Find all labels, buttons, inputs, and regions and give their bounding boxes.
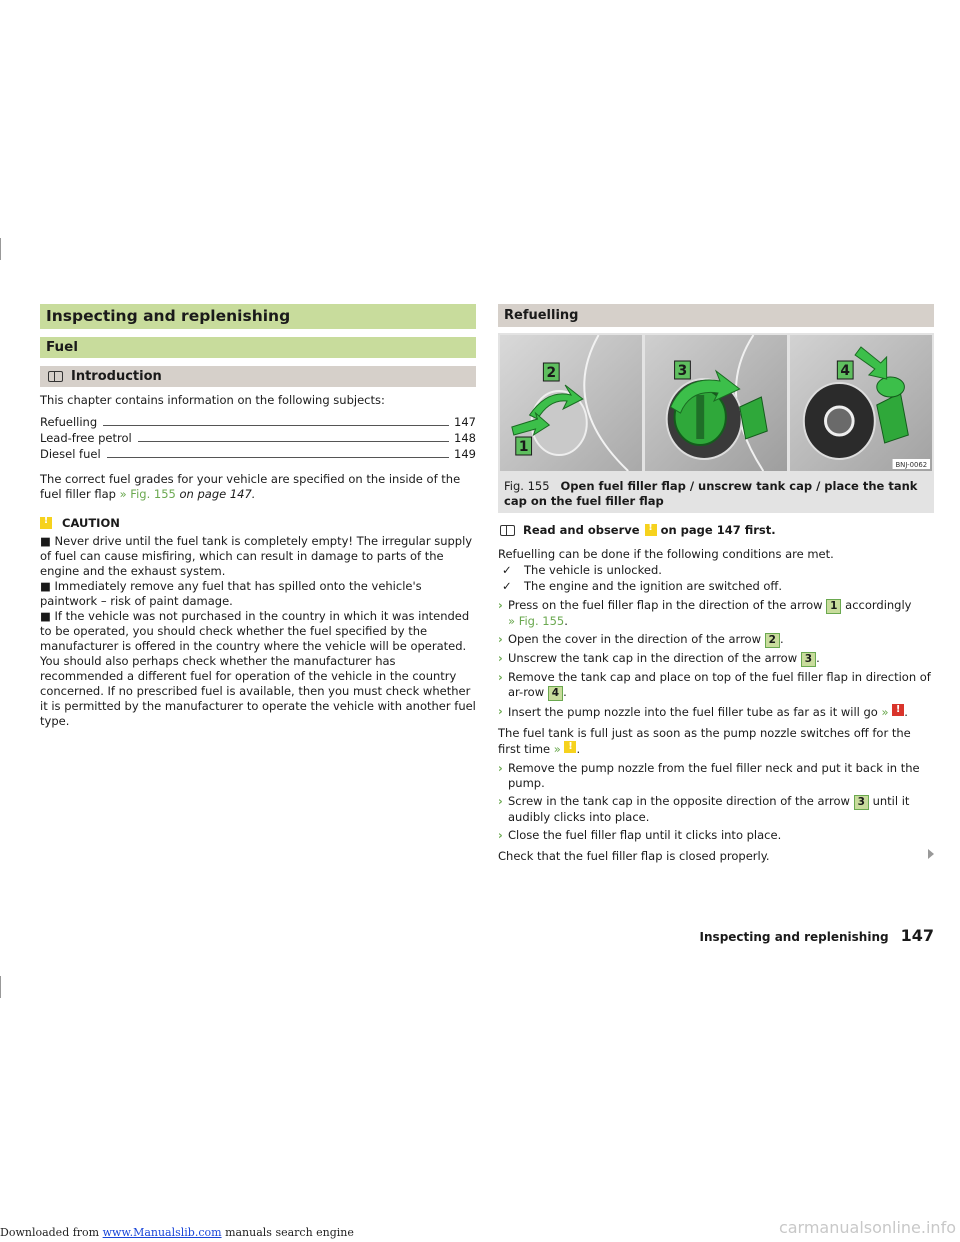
step-arrow-icon: ›	[498, 704, 503, 718]
figure-reference-link[interactable]: » Fig. 155	[508, 614, 565, 628]
arrow-callout-2: 2	[765, 633, 780, 648]
caution-ref-icon[interactable]	[645, 524, 657, 536]
continue-arrow-icon	[928, 849, 934, 859]
caution-item: ■ If the vehicle was not purchased in the country in which it was intended to be operated, you should check whether the fuel specified by the manufacturer is offered in the country where the vehicle will be operated. You should also perhaps check whether the manufacturer has recommended a different fuel for operation of the vehicle in the country concerned. If no prescribed fuel is available, then you must check whether it is permitted by the manufacturer to operate the vehicle with another fuel type.	[40, 609, 476, 728]
left-column	[40, 304, 476, 729]
check-icon: ✓	[502, 579, 512, 593]
section-heading-fuel: Fuel	[40, 337, 476, 358]
toc-label: Refuelling	[40, 415, 98, 429]
figure-caption	[500, 471, 932, 509]
caution-heading: ! CAUTION	[40, 516, 476, 530]
check-flap-text: Check that the fuel filler flap is closed properly.	[498, 849, 770, 863]
steps-list-2	[498, 761, 934, 843]
figure-image	[500, 335, 932, 471]
arrow-callout-4: 4	[548, 686, 563, 701]
arrow-callout-3: 3	[801, 652, 816, 667]
toc-list	[40, 414, 476, 462]
book-icon	[48, 371, 63, 382]
page-number: 147	[900, 926, 934, 945]
fuel-flap-open-illustration	[500, 335, 642, 471]
fuel-grade-text: The correct fuel grades for your vehicle are specified on the inside of the fuel filler flap » Fig. 155 on page 147.	[40, 472, 461, 501]
caution-item: ■ Never drive until the fuel tank is completely empty! The irregular supply of fuel can cause misfiring, which can result in damage to parts of the engine and the exhaust system.	[40, 534, 473, 578]
step-arrow-icon: ›	[498, 828, 503, 842]
figure-reference-link[interactable]: » Fig. 155	[119, 487, 176, 501]
toc-page: 148	[454, 431, 476, 445]
step-item: › Unscrew the tank cap in the direction of the arrow 3 .	[498, 651, 820, 665]
step-item: › Screw in the tank cap in the opposite direction of the arrow 3 until it audibly clicks into place.	[498, 794, 910, 824]
intro-text: This chapter contains information on the following subjects:	[40, 393, 385, 407]
conditions-intro: Refuelling can be done if the following conditions are met.	[498, 547, 834, 561]
unscrew-cap-illustration	[645, 335, 787, 471]
toc-page: 149	[454, 447, 476, 461]
toc-entry[interactable]	[40, 430, 476, 446]
figure-code: BNJ-0062	[895, 460, 928, 470]
watermark: carmanualsonline.info	[778, 1218, 956, 1237]
caution-reference-link[interactable]: »	[553, 742, 561, 756]
full-tank-text: The fuel tank is full just as soon as the pump nozzle switches off for the first time » ! .	[498, 726, 934, 757]
step-arrow-icon: ›	[498, 598, 503, 612]
caution-icon	[40, 517, 52, 529]
list-item: ✓ The engine and the ignition are switched off.	[498, 578, 934, 594]
list-item: ✓ The vehicle is unlocked.	[498, 562, 934, 578]
step-arrow-icon: ›	[498, 794, 503, 808]
warning-reference-link[interactable]: »	[881, 705, 889, 719]
figure-caption-text: Open fuel filler flap / unscrew tank cap / place the tank cap on the fuel filler flap	[504, 479, 918, 508]
read-observe-note: Read and observe ! on page 147 first.	[498, 523, 934, 537]
step-item: › Remove the pump nozzle from the fuel filler neck and put it back in the pump.	[498, 761, 920, 790]
arrow-callout-3: 3	[854, 795, 869, 810]
callout-1: 1	[518, 438, 529, 456]
caution-item: ■ Immediately remove any fuel that has spilled onto the vehicle's paintwork – risk of paint damage.	[40, 579, 422, 608]
manualslib-link[interactable]: www.Manualslib.com	[102, 1226, 222, 1239]
step-arrow-icon: ›	[498, 761, 503, 775]
book-icon	[500, 525, 515, 536]
intro-heading-label: Introduction	[71, 369, 162, 384]
section-heading-refuelling: Refuelling	[498, 304, 934, 327]
check-icon: ✓	[502, 563, 512, 577]
page-footer	[700, 926, 934, 945]
toc-entry[interactable]	[40, 446, 476, 462]
right-column	[498, 304, 934, 864]
step-item: › Insert the pump nozzle into the fuel filler tube as far as it will go » ! .	[498, 704, 934, 720]
toc-label: Lead-free petrol	[40, 431, 132, 445]
arrow-callout-1: 1	[826, 599, 841, 614]
step-arrow-icon: ›	[498, 632, 503, 646]
toc-entry[interactable]	[40, 414, 476, 430]
figure-number: Fig. 155	[504, 479, 550, 493]
caution-icon[interactable]	[564, 741, 576, 753]
step-item: › Close the fuel filler flap until it clicks into place.	[498, 828, 782, 842]
place-cap-illustration	[790, 335, 932, 471]
download-banner: Downloaded from www.Manualslib.com manuals search engine	[0, 1226, 354, 1239]
page-reference: on page 147.	[179, 487, 256, 501]
step-item: › Open the cover in the direction of the arrow 2 .	[498, 632, 784, 646]
step-item: › Press on the fuel filler flap in the direction of the arrow 1 accordingly » Fig. 155.	[498, 598, 912, 628]
callout-3: 3	[677, 362, 688, 380]
figure-155	[498, 333, 934, 513]
chapter-heading: Inspecting and replenishing	[40, 304, 476, 329]
conditions-list	[498, 562, 934, 594]
step-arrow-icon: ›	[498, 670, 503, 684]
steps-list	[498, 598, 934, 720]
footer-section: Inspecting and replenishing	[699, 930, 889, 944]
step-arrow-icon: ›	[498, 651, 503, 665]
callout-4: 4	[840, 362, 851, 380]
callout-2: 2	[546, 364, 557, 382]
warning-icon[interactable]	[892, 704, 904, 716]
toc-page: 147	[454, 415, 476, 429]
intro-heading	[40, 366, 476, 387]
step-item: › Remove the tank cap and place on top of the fuel filler flap in direction of ar-row 4 .	[498, 670, 931, 699]
toc-label: Diesel fuel	[40, 447, 101, 461]
caution-body	[40, 534, 476, 729]
